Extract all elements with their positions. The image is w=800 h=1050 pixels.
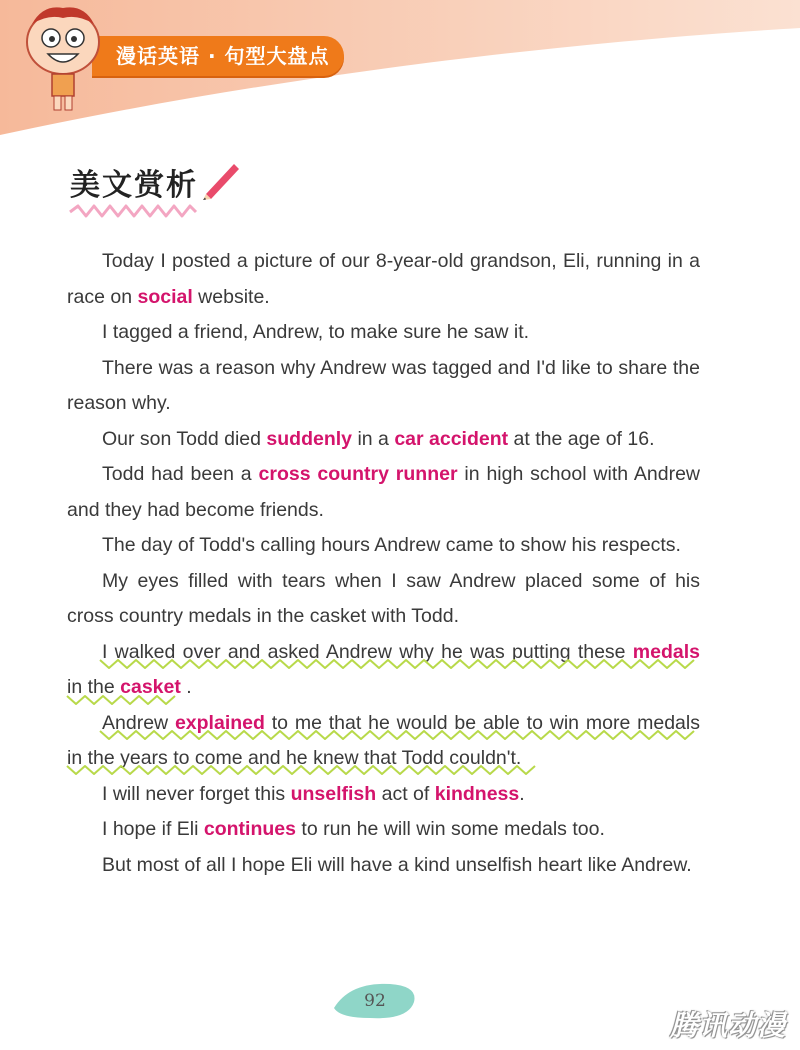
header-banner xyxy=(92,36,344,76)
text-segment: I will never forget this xyxy=(102,782,291,805)
paragraph xyxy=(67,564,700,635)
text-segment: . xyxy=(180,676,192,698)
highlighted-term: suddenly xyxy=(266,427,353,450)
text-segment: at the age of 16. xyxy=(508,427,655,450)
text-segment: in a xyxy=(352,427,395,450)
text-segment: . xyxy=(519,782,525,805)
paragraph xyxy=(67,812,700,848)
paragraph xyxy=(67,528,700,564)
article-body xyxy=(67,244,700,883)
text-segment: I tagged a friend, Andrew, to make sure he saw it. xyxy=(102,321,530,343)
cartoon-boy-mascot-icon xyxy=(18,2,108,117)
text-segment: website. xyxy=(192,285,270,308)
text-segment: in high school with Andrew and they had become friends. xyxy=(67,463,701,521)
text-segment: in the xyxy=(67,676,121,698)
pencil-icon xyxy=(200,158,242,200)
text-segment: The day of Todd's calling hours Andrew came to show his respects. xyxy=(102,534,681,556)
highlighted-term: medals xyxy=(632,640,700,663)
paragraph xyxy=(67,777,700,813)
text-segment: Our son Todd died xyxy=(102,427,267,450)
paragraph xyxy=(67,848,700,884)
text-segment: Todd had been a xyxy=(102,463,259,485)
text-segment: Today I posted a picture of our 8-year-old grandson, Eli, running in a race on xyxy=(67,250,700,308)
highlighted-term: explained xyxy=(174,711,265,734)
text-segment: But most of all I hope Eli will have a kind unselfish heart like Andrew. xyxy=(102,853,692,876)
watermark-logo: 腾讯动漫 xyxy=(669,1009,786,1042)
text-segment: to run he will win some medals too. xyxy=(295,818,605,840)
title-zigzag-decoration xyxy=(68,202,198,220)
text-segment: act of xyxy=(376,782,435,805)
paragraph xyxy=(67,706,700,777)
page-number: 92 xyxy=(364,991,386,1011)
text-segment: I walked over and asked Andrew why he was putting these xyxy=(102,640,633,663)
text-segment: There was a reason why Andrew was tagged and I'd like to share the reason why. xyxy=(67,356,700,414)
paragraph xyxy=(67,351,700,422)
paragraph xyxy=(67,635,700,706)
highlighted-term: cross country runner xyxy=(258,463,458,485)
text-segment: to me that he would be able to win more medals in the years to come and he knew that Todd couldn't. xyxy=(67,711,700,769)
text-segment: I hope if Eli xyxy=(102,818,204,840)
highlighted-term: social xyxy=(137,285,193,308)
paragraph xyxy=(67,244,700,315)
paragraph xyxy=(67,315,700,351)
banner-title: 漫话英语 · 句型大盘点 xyxy=(116,44,330,68)
section-title: 美文赏析 xyxy=(70,168,198,203)
text-segment: My eyes filled with tears when I saw Andrew placed some of his cross country medals in the casket with Todd. xyxy=(67,569,700,627)
paragraph xyxy=(67,457,700,528)
page-number-badge xyxy=(330,978,420,1024)
highlighted-term: kindness xyxy=(434,782,520,805)
highlighted-term: car accident xyxy=(394,427,509,450)
highlighted-term: casket xyxy=(120,676,181,698)
text-segment: Andrew xyxy=(102,711,175,734)
highlighted-term: unselfish xyxy=(290,782,377,805)
paragraph xyxy=(67,422,700,458)
highlighted-term: continues xyxy=(203,818,296,840)
